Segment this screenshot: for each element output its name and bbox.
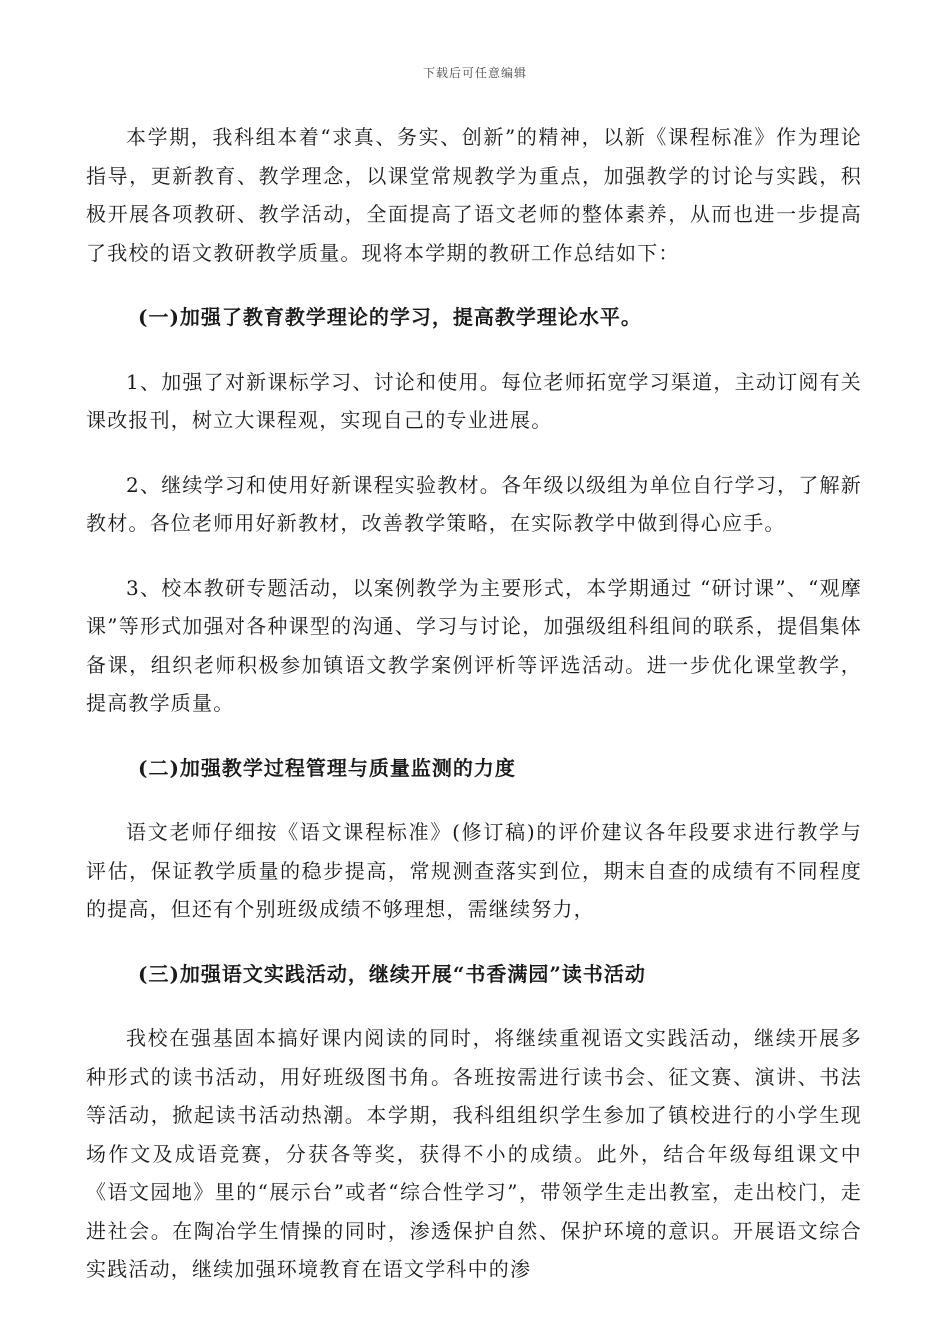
section-2-heading: (二)加强教学过程管理与质量监测的力度 bbox=[138, 755, 516, 780]
section-3-paragraph-1: 我校在强基固本搞好课内阅读的同时，将继续重视语文实践活动，继续开展多种形式的读书活动，用好班级图书角。各班按需进行读书会、征文赛、演讲、书法等活动，掀起读书活动热潮。本学期，我科组组织学生参加了镇校进行的小学生现场作文及成语竞赛，分获各等奖，获得不小的成绩。此外，结合年级每组课文中《语文园地》里的“展示台”或者“综合性学习”，带领学生走出教室，走出校门，走进社会。在陶冶学生情操的同时，渗透保护自然、保护环境的意识。开展语文综合实践活动，继续加强环境教育在语文学科中的渗 bbox=[86, 1026, 862, 1281]
section-2-paragraph-1: 语文老师仔细按《语文课程标准》(修订稿)的评价建议各年段要求进行教学与评估，保证教学质量的稳步提高，常规测查落实到位，期末自查的成绩有不同程度的提高，但还有个别班级成绩不够理想，需继续努力， bbox=[86, 820, 862, 921]
section-1-paragraph-2: 2、继续学习和使用好新课程实验教材。各年级以级组为单位自行学习，了解新教材。各位老师用好新教材，改善教学策略，在实际教学中做到得心应手。 bbox=[86, 472, 862, 535]
page-header: 下载后可任意编辑 bbox=[422, 66, 527, 80]
section-3-heading: (三)加强语文实践活动，继续开展“书香满园”读书活动 bbox=[138, 961, 646, 986]
section-1-paragraph-3: 3、校本教研专题活动，以案例教学为主要形式，本学期通过 “研讨课”、“观摩课”等形式加强对各种课型的沟通、学习与讨论，加强级组科组间的联系，提倡集体备课，组织老师积极参加镇语文教学案例评析等评选活动。进一步优化课堂教学，提高教学质量。 bbox=[86, 575, 862, 715]
section-1-paragraph-1: 1、加强了对新课标学习、讨论和使用。每位老师拓宽学习渠道，主动订阅有关课改报刊，树立大课程观，实现自己的专业进展。 bbox=[86, 369, 862, 432]
intro-paragraph: 本学期，我科组本着“求真、务实、创新”的精神，以新《课程标准》作为理论指导，更新教育、教学理念，以课堂常规教学为重点，加强教学的讨论与实践，积极开展各项教研、教学活动，全面提高了语文老师的整体素养，从而也进一步提高了我校的语文教研教学质量。现将本学期的教研工作总结如下： bbox=[86, 125, 862, 265]
document-body bbox=[86, 118, 862, 1315]
section-1-heading: (一)加强了教育教学理论的学习，提高教学理论水平。 bbox=[138, 305, 642, 329]
